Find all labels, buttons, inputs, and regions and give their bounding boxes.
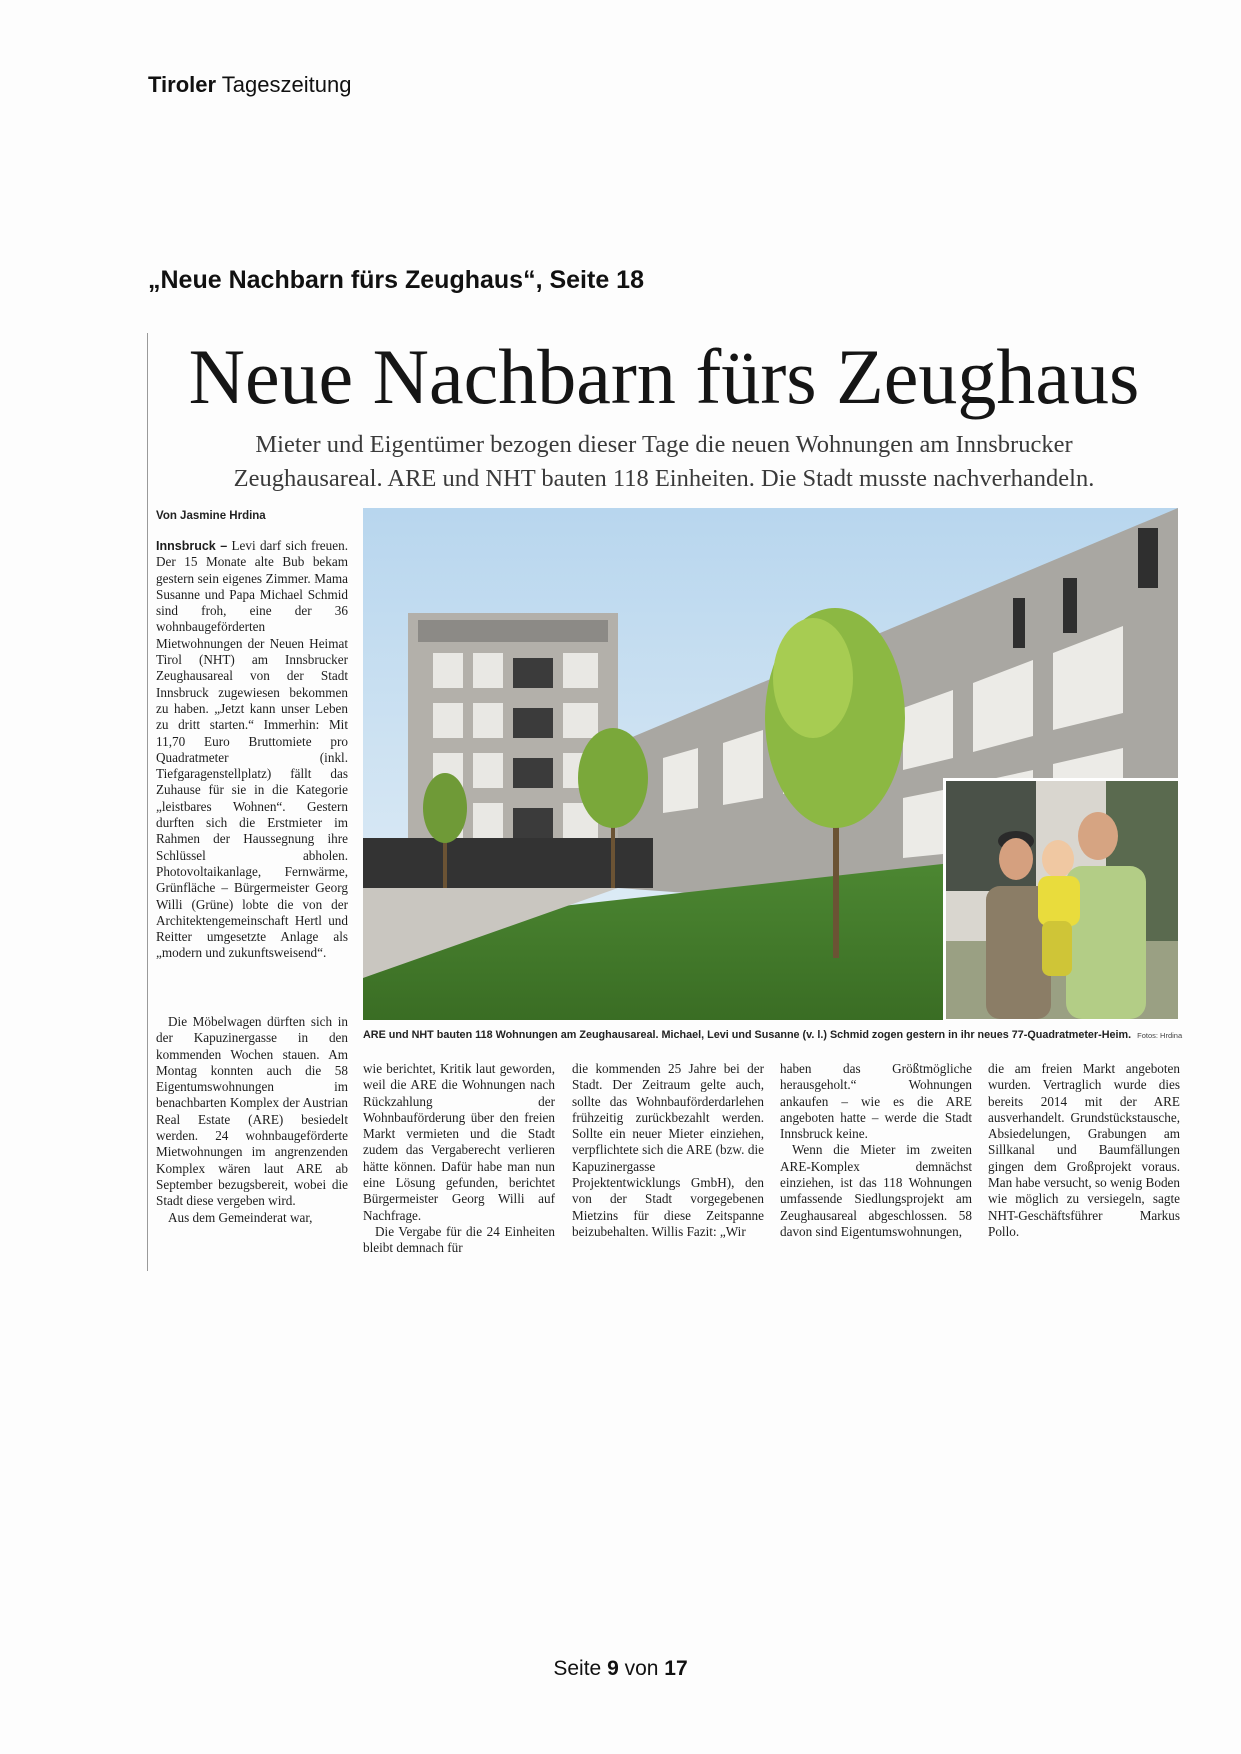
footer-page-total: 17 — [664, 1657, 688, 1680]
caption-text: ARE und NHT bauten 118 Wohnungen am Zeughausareal. Michael, Levi und Susanne (v. l.) Schmid zogen gestern in ihr neues 77-Quadratmeter-Heim. — [363, 1029, 1132, 1041]
family-photo-inset — [943, 778, 1178, 1020]
column-1-paragraph-1: Levi darf sich freuen. Der 15 Monate alte Bub bekam gestern sein eigenes Zimmer. Mama Susanne und Papa Michael Schmid sind froh, eine der 36 wohnbaugeförderten Mietwohnungen der Neuen Heimat Tirol (NHT) am Innsbrucker Zeughausareal von der Stadt Innsbruck zugewiesen bekommen zu haben. „Jetzt kann unser Leben zu dritt starten.“ Immerhin: Mit 11,70 Euro Bruttomiete pro Quadratmeter (inkl. Tiefgaragenstellplatz) fällt das Zuhause für sie in die Kategorie „leistbares Wohnen“. Gestern durften sich die Erstmieter im Rahmen der Haussegnung ihre Schlüssel abholen. Photovoltaikanlage, Fernwärme, Grünfläche – Bürgermeister Georg Willi (Grüne) lobte die von der Architektengemeinschaft Hertl und Reitter umgesetzte Anlage als „modern und zukunftsweisend“. — [156, 538, 348, 961]
article-column-5 — [988, 1061, 1180, 1261]
photo-caption — [363, 1029, 1183, 1041]
masthead — [148, 72, 351, 98]
column-5-paragraph-1: die am freien Markt angeboten wurden. Vertraglich wurde dies bereits 2014 mit der ARE ausverhandelt. Grundstückstausche, Absiedelungen, Grabungen am Sillkanal und Baumfällungen gingen dem Großprojekt voraus. Man habe versucht, so wenig Boden wie möglich zu versiegeln, sagte NHT-Geschäftsführer Markus Pollo. — [988, 1061, 1180, 1239]
page-footer — [0, 1657, 1241, 1681]
article-headline: Neue Nachbarn fürs Zeughaus — [188, 333, 1140, 420]
column-4-paragraph-2: Wenn die Mieter im zweiten ARE-Komplex demnächst einziehen, ist das 118 Wohnungen umfassende Siedlungsprojekt am Zeughausareal abgeschlossen. 58 davon sind Eigentumswohnungen, — [780, 1142, 972, 1239]
newspaper-clipping — [147, 333, 1183, 1271]
photo-credit: Fotos: Hrdina — [1137, 1031, 1183, 1040]
article-standfirst: Mieter und Eigentümer bezogen dieser Tage die neuen Wohnungen am Innsbrucker Zeughausareal. ARE und NHT bauten 118 Einheiten. Die Stadt musste nachverhandeln. — [233, 431, 1095, 492]
article-column-1 — [156, 538, 348, 1038]
family-portrait-image — [946, 781, 1178, 1019]
article-column-2 — [363, 1061, 555, 1261]
clipping-heading: „Neue Nachbarn fürs Zeughaus“, Seite 18 — [148, 266, 644, 294]
article-column-4 — [780, 1061, 972, 1261]
article-photo — [363, 508, 1178, 1020]
column-2-paragraph-2: Die Vergabe für die 24 Einheiten bleibt demnach für — [363, 1223, 555, 1256]
article-byline: Von Jasmine Hrdina — [156, 510, 266, 522]
footer-middle: von — [624, 1657, 659, 1680]
article-dateline: Innsbruck – — [156, 539, 228, 553]
footer-prefix: Seite — [553, 1657, 602, 1680]
column-1-paragraph-3: Aus dem Gemeinderat war, — [168, 1209, 313, 1225]
article-column-1-lower — [156, 1014, 348, 1264]
masthead-brand: Tiroler — [148, 72, 217, 97]
column-1-paragraph-2: Die Möbelwagen dürften sich in der Kapuzinergasse in den kommenden Wochen stauen. Am Montag konnten auch die 58 Eigentumswohnungen im benachbarten Komplex der Austrian Real Estate (ARE) besiedelt werden. 24 wohnbaugeförderte Mietwohnungen im angrenzenden Komplex wären laut ARE ab September bezugsbereit, wobei die Stadt diese vergeben wird. — [156, 1014, 348, 1209]
column-4-paragraph-1: haben das Größtmögliche herausgeholt.“ Wohnungen ankaufen – wie es die ARE angeboten hatte – werde die Stadt Innsbruck keine. — [780, 1061, 972, 1142]
article-column-3 — [572, 1061, 764, 1261]
footer-page-number: 9 — [607, 1657, 619, 1680]
column-3-paragraph-1: die kommenden 25 Jahre bei der Stadt. Der Zeitraum gelte auch, sollte das Wohnbauförderdarlehen frühzeitig zurückbezahlt werden. Sollte ein neuer Mieter einziehen, verpflichtete sich die ARE (bzw. die Kapuzinergasse Projektentwicklungs GmbH), den von der Stadt vorgegebenen Mietzins für diese Zeitspanne beizubehalten. Willis Fazit: „Wir — [572, 1061, 764, 1239]
column-2-paragraph-1: wie berichtet, Kritik laut geworden, weil die ARE die Wohnungen nach Rückzahlung der Wohnbauförderung über den freien Markt vermieten und die Stadt zudem das Vergaberecht verlieren hätte können. Dafür habe man nun eine Lösung gefunden, berichtet Bürgermeister Georg Willi auf Nachfrage. — [363, 1061, 555, 1223]
masthead-name: Tageszeitung — [221, 72, 352, 97]
